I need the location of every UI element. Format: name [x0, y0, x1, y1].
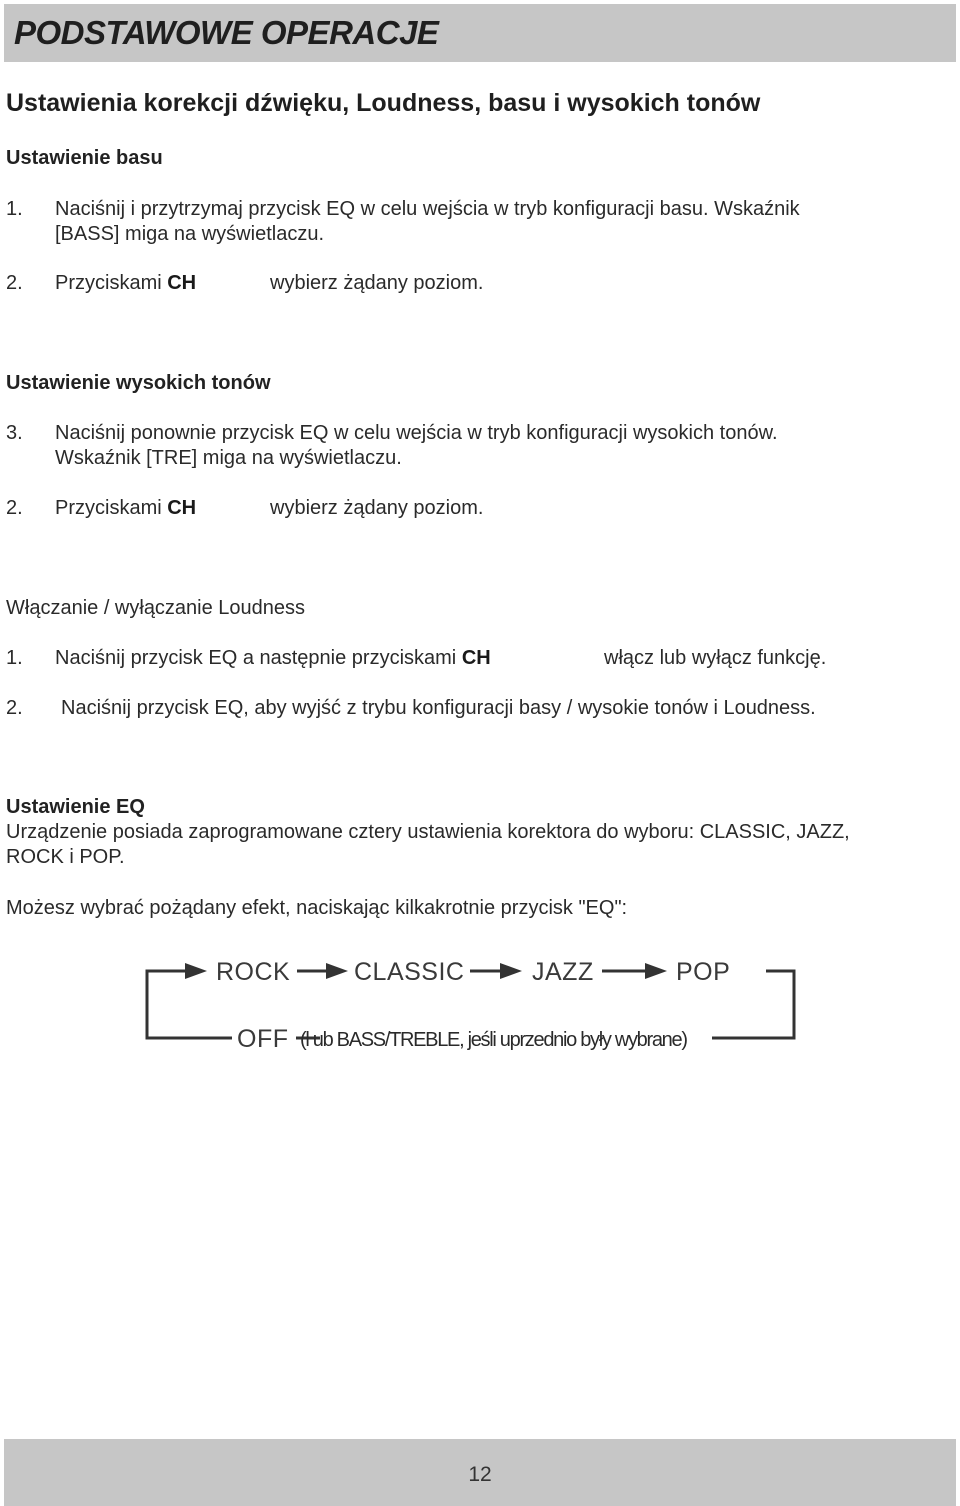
treble-step3-line2: Wskaźnik [TRE] miga na wyświetlaczu.: [55, 447, 402, 469]
eq-mode-off: OFF: [237, 1025, 289, 1053]
loudness-step1-text: [55, 647, 491, 670]
bass-step2-key: CH: [167, 272, 197, 294]
eq-heading: Ustawienie EQ: [6, 796, 145, 818]
loudness-step1-number: 1.: [6, 647, 23, 669]
arrowhead-to-rock: [185, 963, 207, 979]
eq-description-line1: Urządzenie posiada zaprogramowane cztery ustawienia korektora do wyboru: CLASSIC, JAZZ,: [6, 821, 850, 843]
eq-mode-pop: POP: [676, 958, 731, 986]
eq-mode-jazz: JAZZ: [532, 958, 594, 986]
eq-instruction: Możesz wybrać pożądany efekt, naciskając kilkakrotnie przycisk "EQ":: [6, 897, 628, 919]
bass-step2-number: 2.: [6, 272, 23, 294]
eq-mode-classic: CLASSIC: [354, 958, 465, 986]
loudness-step1-prefix: Naciśnij przycisk EQ a następnie przyciskami: [55, 647, 457, 669]
treble-step2-prefix: Przyciskami: [55, 497, 162, 519]
bass-step2-prefix: Przyciskami: [55, 272, 162, 294]
bass-step2-suffix: wybierz żądany poziom.: [270, 272, 484, 294]
page-title: PODSTAWOWE OPERACJE: [14, 14, 439, 51]
loudness-step1-key: CH: [461, 647, 491, 669]
arrowhead-to-jazz: [500, 963, 522, 979]
bass-step1-line2: [BASS] miga na wyświetlaczu.: [55, 223, 324, 245]
treble-step2-key: CH: [167, 497, 197, 519]
treble-step2-text: [55, 497, 196, 520]
eq-off-note: (l ub BASS/TREBLE, jeśli uprzednio były wybrane): [300, 1029, 687, 1051]
treble-step3-number: 3.: [6, 422, 23, 444]
section-title: Ustawienia korekcji dźwięku, Loudness, basu i wysokich tonów: [6, 89, 761, 117]
treble-step2-suffix: wybierz żądany poziom.: [270, 497, 484, 519]
arrowhead-to-pop: [645, 963, 667, 979]
eq-description-line2: ROCK i POP.: [6, 846, 125, 868]
page-number: 12: [468, 1463, 492, 1486]
loudness-step2-text: Naciśnij przycisk EQ, aby wyjść z trybu konfiguracji basy / wysokie tonów i Loudness.: [61, 697, 816, 719]
treble-step2-number: 2.: [6, 497, 23, 519]
bass-step1-number: 1.: [6, 198, 23, 220]
bass-heading: Ustawienie basu: [6, 147, 163, 169]
bass-step1-line1: Naciśnij i przytrzymaj przycisk EQ w celu wejścia w tryb konfiguracji basu. Wskaźnik: [55, 198, 800, 220]
treble-heading: Ustawienie wysokich tonów: [6, 372, 271, 394]
loudness-step2-number: 2.: [6, 697, 23, 719]
treble-step3-line1: Naciśnij ponownie przycisk EQ w celu wejścia w tryb konfiguracji wysokich tonów.: [55, 422, 778, 444]
arrowhead-to-classic: [326, 963, 348, 979]
loudness-step1-suffix: włącz lub wyłącz funkcję.: [604, 647, 827, 669]
eq-mode-rock: ROCK: [216, 958, 291, 986]
bass-step2-text: [55, 272, 196, 295]
loudness-heading: Włączanie / wyłączanie Loudness: [6, 597, 306, 619]
